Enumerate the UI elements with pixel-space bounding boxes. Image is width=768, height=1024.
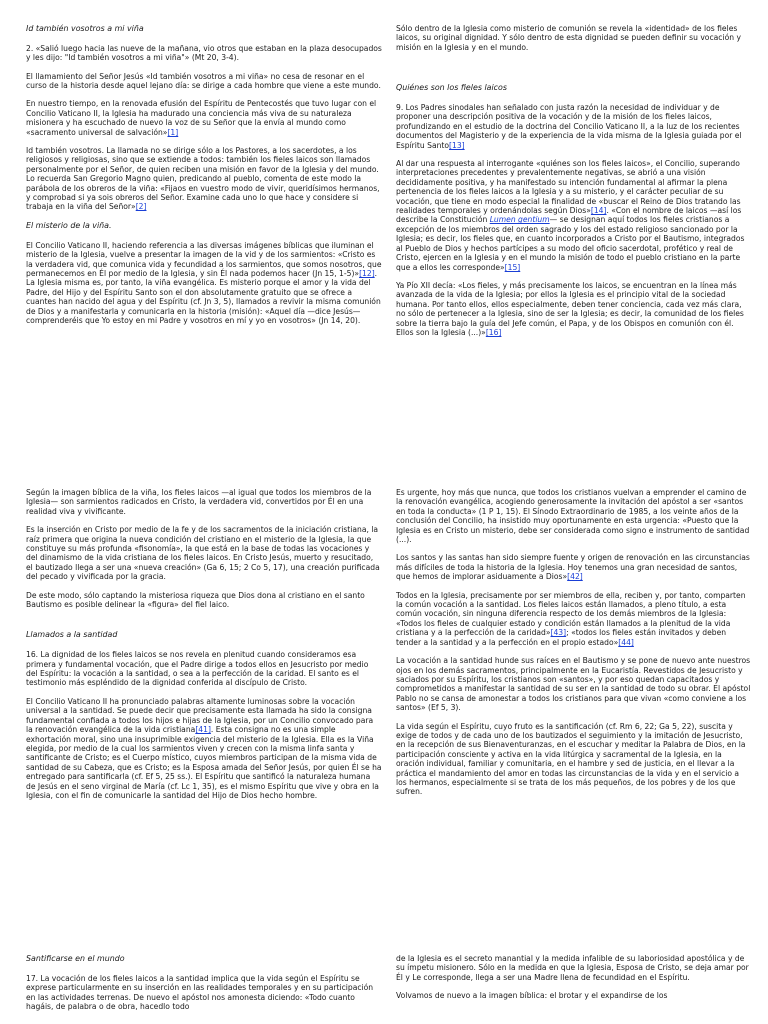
paragraph-text: Todos en la Iglesia, precisamente por ser miembros de ella, reciben y, por tanto, comparten la común vocación a la santidad. Los fieles laicos están llamados, a pleno título, a esta común vocación, sin ninguna diferencia respecto de los demás miembros de la Iglesia: «Todos los fieles de cualquier estado y condición están llamados a la plenitud de la vida cristiana y a la perfección de la caridad» xyxy=(396,590,746,638)
paragraph xyxy=(396,591,752,647)
paragraph: 17. La vocación de los fieles laicos a la santidad implica que la vida según el Espíritu se exprese particularmente en su inserción en las realidades temporales y en su participación en las actividades terrenas. De nuevo el apóstol nos amonesta diciendo: «Todo cuanto hagáis, de palabra o de obra, hacedlo todo xyxy=(26,973,374,1012)
paragraph: 2. «Salió luego hacia las nueve de la mañana, vio otros que estaban en la plaza desocupados y les dijo: "Id también vosotros a mi viña"» (Mt 20, 3-4). xyxy=(26,43,382,63)
paragraph-text: . «Con el nombre de laicos —así los describe la Constitución xyxy=(396,206,742,225)
paragraph xyxy=(396,103,752,150)
paragraph xyxy=(396,553,752,581)
footnote-link[interactable]: [43] xyxy=(550,628,567,638)
paragraph: De este modo, sólo captando la misteriosa riqueza que Dios dona al cristiano en el santo Bautismo es posible delinear la «figura» del fiel laico. xyxy=(26,590,365,610)
paragraph-text: Al dar una respuesta al interrogante «quiénes son los fieles laicos», el Concilio, superando interpretaciones precedentes y prevalentemente negativas, se abrió a una visión decididamente positiva, y ha manifestado su intención fundamental al afirmar la plena pertenencia de los fieles laicos a la Iglesia y a su misterio, y el carácter peculiar de su vocación, que tiene en modo especial la finalidad de «buscar el Reino de Dios tratando las realidades temporales y ordenándolas según Dios» xyxy=(396,159,741,216)
paragraph xyxy=(26,241,382,326)
section-id-tambien-vosotros xyxy=(26,24,382,464)
paragraph xyxy=(26,146,382,212)
footnote-link[interactable]: [44] xyxy=(618,637,634,647)
paragraph-text: 9. Los Padres sinodales han señalado con justa razón la necesidad de individuar y de proponer una descripción positiva de la vocación y de la misión de los fieles laicos, profundizando en el estudio de la doctrina del Concilio Vaticano II, a la luz de los recientes documentos del Magisterio y de la experiencia de la vida misma de la Iglesia guiada por el Espíritu Santo xyxy=(396,103,742,150)
paragraph: Según la imagen bíblica de la viña, los fieles laicos —al igual que todos los miembros de la Iglesia— son sarmientos radicados en Cristo, la verdadera vid, convertidos por Él en una realidad viva y vivificante. xyxy=(26,488,372,516)
paragraph xyxy=(26,697,382,800)
paragraph-text: — se designan aquí todos los fieles cristianos a excepción de los miembros del orden sagrado y los del estado religioso sancionado por la Iglesia; es decir, los fieles que, en cuanto incorporados a Cristo por el Bautismo, integrados al Pueblo de Dios y hechos partícipes a su modo del oficio sacerdotal, profético y real de Cristo, ejercen en la Iglesia y en el mundo la misión de todo el pueblo cristiano en la parte que a ellos les corresponde» xyxy=(396,215,745,272)
footnote-link[interactable]: [15] xyxy=(504,262,521,272)
paragraph-text: Los santos y las santas han sido siempre fuente y origen de renovación en las circunstancias más difíciles de toda la historia de la Iglesia. Hoy tenemos una gran necesidad de santos, que hemos de implorar asiduamente a Dios» xyxy=(396,553,750,582)
section-heading: El misterio de la viña. xyxy=(26,220,112,230)
paragraph: 16. La dignidad de los fieles laicos se nos revela en plenitud cuando consideramos esa primera y fundamental vocación, que el Padre dirige a todos ellos en Jesucristo por medio del Espíritu: la vocación a la santidad, o sea a la perfección de la caridad. El santo es el testimonio más espléndido de la dignidad conferida al discípulo de Cristo. xyxy=(26,650,369,688)
paragraph xyxy=(26,99,382,137)
section-heading: Id también vosotros a mi viña xyxy=(26,24,144,33)
paragraph-text: El Concilio Vaticano II, haciendo referencia a las diversas imágenes bíblicas que iluminan el misterio de la Iglesia, vuelve a presentar la imagen de la vid y de los sarmientos: «Cristo es la verdadera vid, que comunica vida y fecundidad a los sarmientos, que somos nosotros, que permanecemos en Él por medio de la Iglesia, y sin Él nada podemos hacer (Jn 15, 1-5)» xyxy=(26,240,382,278)
footnote-link[interactable]: [16] xyxy=(485,327,502,337)
paragraph: La vida según el Espíritu, cuyo fruto es la santificación (cf. Rm 6, 22; Ga 5, 22), suscita y exige de todos y de cada uno de los bautizados el seguimiento y la imitación de Jesucristo, en la recepción de sus Bienaventuranzas, en el escuchar y meditar la Palabra de Dios, en la participación consciente y activa en la vida litúrgica y sacramental de la Iglesia, en la oración individual, familiar y comunitaria, en el hambre y sed de justicia, en el llevar a la práctica el mandamiento del amor en todas las circunstancias de la vida y en el servicio a los hermanos, especialmente si se trata de los más pequeños, de los pobres y de los que sufren. xyxy=(396,721,746,797)
section-fecundidad-iglesia xyxy=(396,954,752,1024)
paragraph: El llamamiento del Señor Jesús «Id también vosotros a mi viña» no cesa de resonar en el curso de la historia desde aquel lejano día: se dirige a cada hombre que viene a este mundo. xyxy=(26,71,381,91)
footnote-link[interactable]: [1] xyxy=(167,127,179,137)
section-heading: Santificarse en el mundo xyxy=(26,954,125,963)
footnote-link[interactable]: [12] xyxy=(359,268,375,278)
footnote-link[interactable]: [2] xyxy=(135,202,147,212)
paragraph: de la Iglesia es el secreto manantial y la medida infalible de su laboriosidad apostólica y de su ímpetu misionero. Sólo en la medida en que la Iglesia, Esposa de Cristo, se deja amar por Él y Le corresponde, llega a ser una Madre llena de fecundidad en el Espíritu. xyxy=(396,954,749,982)
paragraph: Es la inserción en Cristo por medio de la fe y de los sacramentos de la iniciación cristiana, la raíz primera que origina la nueva condición del cristiano en el misterio de la Iglesia, la que constituye su más profunda «fisonomía», la que está en la base de todas las vocaciones y del dinamismo de la vida cristiana de los fieles laicos. En Cristo Jesús, muerto y resucitado, el bautizado llega a ser una «nueva creación» (Ga 6, 15; 2 Co 5, 17), una creación purificada del pecado y vivificada por la gracia. xyxy=(26,525,380,582)
paragraph-text: El Concilio Vaticano II ha pronunciado palabras altamente luminosas sobre la vocación universal a la santidad. Se puede decir que precisamente esta llamada ha sido la consigna fundamental confiada a todos los hijos e hijas de la Iglesia, por un Concilio convocado para la renovación evangélica de la vida cristiana xyxy=(26,696,374,735)
paragraph-text: . La Iglesia misma es, por tanto, la viña evangélica. Es misterio porque el amor y la vida del Padre, del Hijo y del Espíritu Santo son el don absolutamente gratuito que se ofrece a cuantes han nacido del agua y del Espíritu (cf. Jn 3, 5), llamados a revivir la misma comunión de Dios y a manifestarla y comunicarla en la historia (misión): «Aquel día —dice Jesús— comprenderéis que Yo estoy en mi Padre y vosotros en mí y yo en vosotros» (Jn 14, 20). xyxy=(26,268,381,325)
footnote-link[interactable]: [42] xyxy=(567,572,583,582)
paragraph-text: . Esta consigna no es una simple exhortación moral, sino una insuprimible exigencia del misterio de la Iglesia. Ella es la Viña elegida, por medio de la cual los sarmientos viven y crecen con la misma linfa santa y santificante de Cristo; es el Cuerpo místico, cuyos miembros participan de la misma vida de santidad de su Cabeza, que es Cristo; es la Esposa amada del Señor Jesús, por quien Él se ha entregado para santificarla (cf. Ef 5, 25 ss.). El Espíritu que santificó la naturaleza humana de Jesús en el seno virginal de María (cf. Lc 1, 35), es el mismo Espíritu que vive y obra en la Iglesia, con el fin de comunicarle la santidad del Hijo de Dios hecho hombre. xyxy=(26,725,382,800)
paragraph: Sólo dentro de la Iglesia como misterio de comunión se revela la «identidad» de los fieles laicos, su original dignidad. Y sólo dentro de esta dignidad se pueden definir su vocación y misión en la Iglesia y en el mundo. xyxy=(396,24,741,52)
paragraph: La vocación a la santidad hunde sus raíces en el Bautismo y se pone de nuevo ante nuestros ojos en los demás sacramentos, principalmente en la Eucaristía. Revestidos de Jesucristo y saciados por su Espíritu, los cristianos son «santos», y por eso quedan capacitados y comprometidos a manifestar la santidad de su ser en la santidad de todo su obrar. El apóstol Pablo no se cansa de amonestar a todos los cristianos para que vivan «como conviene a los santos» (Ef 5, 3). xyxy=(396,656,751,713)
paragraph-text: Id también vosotros. La llamada no se dirige sólo a los Pastores, a los sacerdotes, a los religiosos y religiosas, sino que se extiende a todos: también los fieles laicos son llamados personalmente por el Señor, de quien reciben una misión en favor de la Iglesia y del mundo. Lo recuerda San Gregorio Magno quien, predicando al pueblo, comenta de este modo la parábola de los obreros de la viña: «Fijaos en vuestro modo de vivir, queridísimos hermanos, y comprobad si ya sois obreros del Señor. Examine cada uno lo que hace y considere si trabaja en la viña del Señor» xyxy=(26,146,380,212)
paragraph xyxy=(396,159,752,272)
paragraph: Es urgente, hoy más que nunca, que todos los cristianos vuelvan a emprender el camino de la renovación evangélica, acogiendo generosamente la invitación del apóstol a ser «santos en toda la conducta» (1 P 1, 15). El Sínodo Extraordinario de 1985, a los veinte años de la conclusión del Concilio, ha insistido muy oportunamente en esta urgencia: «Puesto que la Iglesia es en Cristo un misterio, debe ser considerada como signo e instrumento de santidad (...). xyxy=(396,488,750,545)
paragraph-text: ; «todos los fieles están invitados y deben tender a la santidad y a la perfección en el propio estado» xyxy=(396,628,727,647)
section-quienes-son-laicos xyxy=(396,24,752,464)
footnote-link[interactable]: [13] xyxy=(449,140,465,150)
footnote-link[interactable]: [41] xyxy=(195,725,211,735)
paragraph: Volvamos de nuevo a la imagen bíblica: el brotar y el expandirse de los xyxy=(396,991,668,1001)
footnote-link[interactable]: [14] xyxy=(590,206,607,216)
section-llamados-santidad xyxy=(26,488,382,928)
section-heading: Llamados a la santidad xyxy=(26,630,118,640)
paragraph-text: Ya Pío XII decía: «Los fieles, y más precisamente los laicos, se encuentran en la línea más avanzada de la vida de la Iglesia; por ellos la Iglesia es el principio vital de la sociedad humana. Por tanto ellos, ellos especialmente, deben tener conciencia, cada vez más clara, no sólo de pertenecer a la Iglesia, sino de ser la Iglesia; es decir, la comunidad de los fieles sobre la tierra bajo la guía del Jefe común, el Papa, y de los Obispos en comunión con él. Ellos son la Iglesia (...)» xyxy=(396,280,744,337)
lumen-gentium-link[interactable]: Lumen gentium xyxy=(489,215,550,225)
paragraph xyxy=(396,281,752,337)
paragraph-text: En nuestro tiempo, en la renovada efusión del Espíritu de Pentecostés que tuvo lugar con el Concilio Vaticano II, la Iglesia ha madurado una conciencia más viva de su naturaleza misionera y ha escuchado de nuevo la voz de su Señor que la envía al mundo como «sacramento universal de salvación» xyxy=(26,99,377,137)
section-heading: Quiénes son los fieles laicos xyxy=(396,83,507,93)
section-santificarse-mundo xyxy=(26,954,382,1024)
section-santidad-continuacion xyxy=(396,488,752,928)
